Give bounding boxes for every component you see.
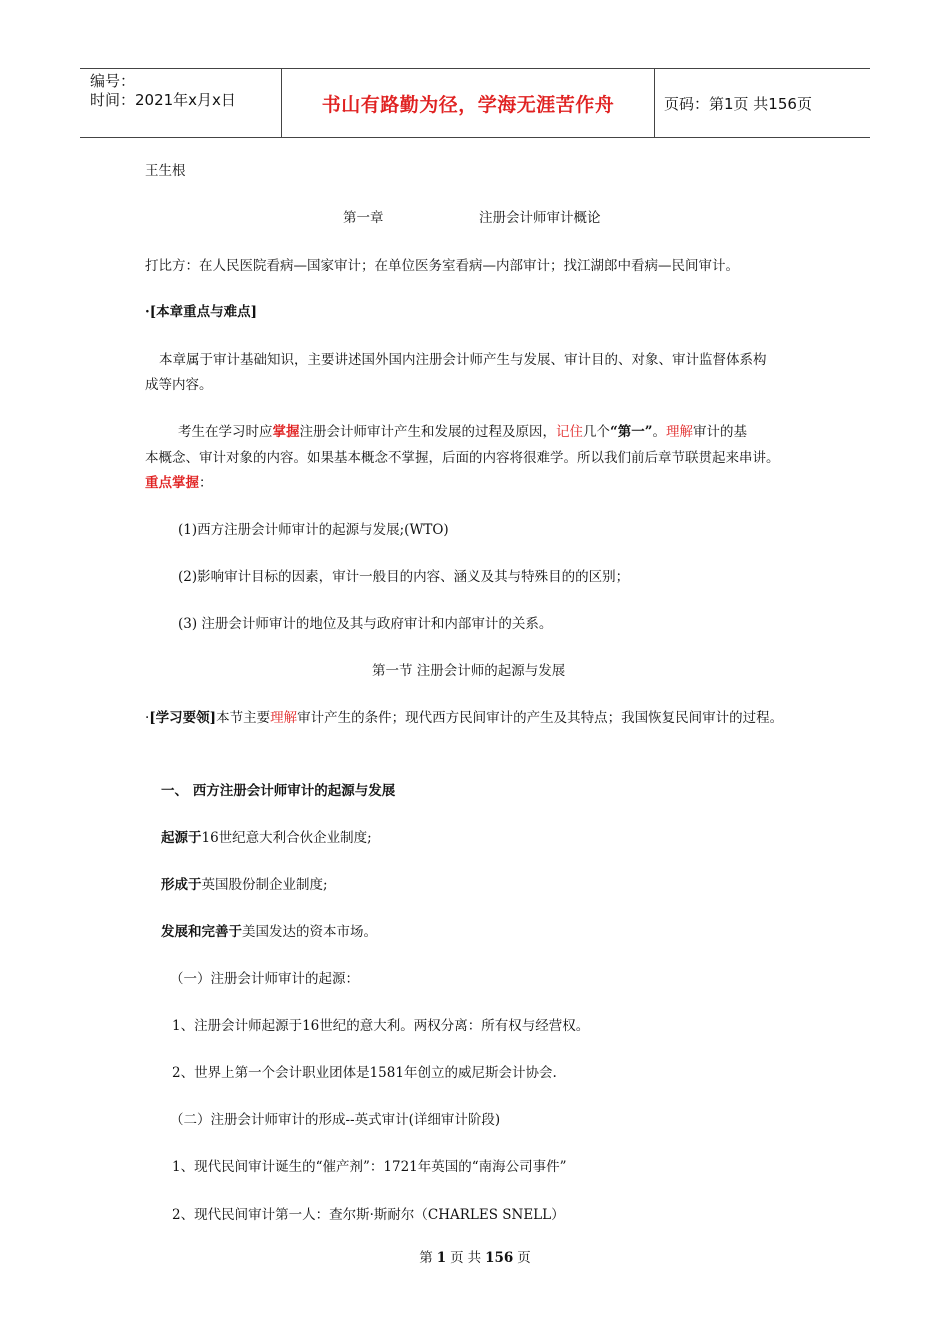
chapter-number: 第一章 — [343, 210, 384, 226]
intro-paragraph-line1: 本章属于审计基础知识，主要讲述国外国内注册会计师产生与发展、审计目的、对象、审计监督体系构 — [159, 352, 767, 368]
list-item: 2、世界上第一个会计职业团体是1581年创立的威尼斯会计协会. — [172, 1065, 557, 1081]
footer-text: 共 — [467, 1250, 482, 1266]
subheading-origin: （一）注册会计师审计的起源： — [170, 971, 359, 987]
key-points-heading: ·[本章重点与难点] — [145, 304, 257, 320]
chapter-title: 注册会计师审计概论 — [479, 210, 601, 226]
list-item: 2、现代民间审计第一人：查尔斯·斯耐尔（CHARLES SNELL） — [172, 1207, 565, 1223]
document-date: 时间：2021年x月x日 — [90, 91, 236, 109]
learning-points — [145, 707, 783, 729]
footer-total-pages: 156 — [485, 1250, 514, 1266]
text-run: ： — [199, 475, 213, 491]
text-run: · — [145, 710, 150, 726]
emphasis-firsts: “第一” — [610, 424, 653, 440]
learning-label: [学习要领] — [149, 710, 217, 726]
list-item: 1、注册会计师起源于16世纪的意大利。两权分离：所有权与经营权。 — [172, 1018, 590, 1034]
text-run: 英国股份制企业制度; — [201, 877, 328, 893]
header-motto: 书山有路勤为径，学海无涯苦作舟 — [321, 93, 615, 116]
study-paragraph-line2: 本概念、审计对象的内容。如果基本概念不掌握，后面的内容将很难学。所以我们前后章节联贯起来串讲。 — [145, 450, 780, 466]
text-run: 16世纪意大利合伙企业制度; — [201, 830, 372, 846]
focus-label-line — [145, 472, 213, 494]
footer-page-number: 1 — [436, 1250, 447, 1266]
developed-line — [161, 921, 377, 943]
formed-label: 形成于 — [161, 877, 202, 893]
text-run: 美国发达的资本市场。 — [242, 924, 377, 940]
page-footer — [0, 1246, 950, 1266]
text-run: 注册会计师审计产生和发展的过程及原因， — [299, 424, 556, 440]
analogy-paragraph: 打比方：在人民医院看病—国家审计；在单位医务室看病—内部审计；找江湖郎中看病—民间审计。 — [145, 258, 739, 274]
list-item: 1、现代民间审计诞生的“催产剂”：1721年英国的“南海公司事件” — [172, 1159, 567, 1175]
emphasis-focus: 重点掌握 — [145, 475, 199, 491]
focus-item: (3) 注册会计师审计的地位及其与政府审计和内部审计的关系。 — [178, 616, 553, 632]
footer-text: 页 — [450, 1250, 464, 1266]
developed-label: 发展和完善于 — [161, 924, 242, 940]
emphasis-mastery: 掌握 — [272, 424, 300, 440]
origin-line — [161, 827, 372, 849]
text-run: 考生在学习时应 — [178, 424, 273, 440]
study-paragraph-line1 — [178, 421, 747, 443]
emphasis-remember: 记住 — [556, 424, 583, 440]
text-run: 审计的基 — [693, 424, 748, 440]
formed-line — [161, 874, 328, 896]
document-number-label: 编号： — [90, 72, 136, 90]
author-name: 王生根 — [145, 163, 186, 179]
section-title: 第一节 注册会计师的起源与发展 — [372, 663, 566, 679]
header-divider — [654, 69, 655, 137]
emphasis-understand: 理解 — [666, 424, 694, 440]
text-run: 本节主要 — [216, 710, 271, 726]
footer-text: 第 — [419, 1250, 433, 1266]
focus-item: (1)西方注册会计师审计的起源与发展;(WTO) — [178, 522, 449, 538]
text-run: 几个 — [583, 424, 610, 440]
intro-paragraph-line2: 成等内容。 — [145, 377, 213, 393]
origin-label: 起源于 — [161, 830, 202, 846]
emphasis-understand: 理解 — [270, 710, 298, 726]
page-header — [80, 68, 870, 138]
text-run: 审计产生的条件；现代西方民间审计的产生及其特点；我国恢复民间审计的过程。 — [297, 710, 784, 726]
header-meta-cell — [80, 69, 281, 137]
focus-item: (2)影响审计目标的因素，审计一般目的内容、涵义及其与特殊目的的区别； — [178, 569, 630, 585]
header-page-info: 页码：第1页 共156页 — [664, 94, 812, 113]
subheading-formation: （二）注册会计师审计的形成--英式审计(详细审计阶段) — [170, 1112, 501, 1128]
footer-text: 页 — [517, 1250, 531, 1266]
heading-western-origin: 一、 西方注册会计师审计的起源与发展 — [161, 783, 396, 799]
text-run: 。 — [652, 424, 667, 440]
